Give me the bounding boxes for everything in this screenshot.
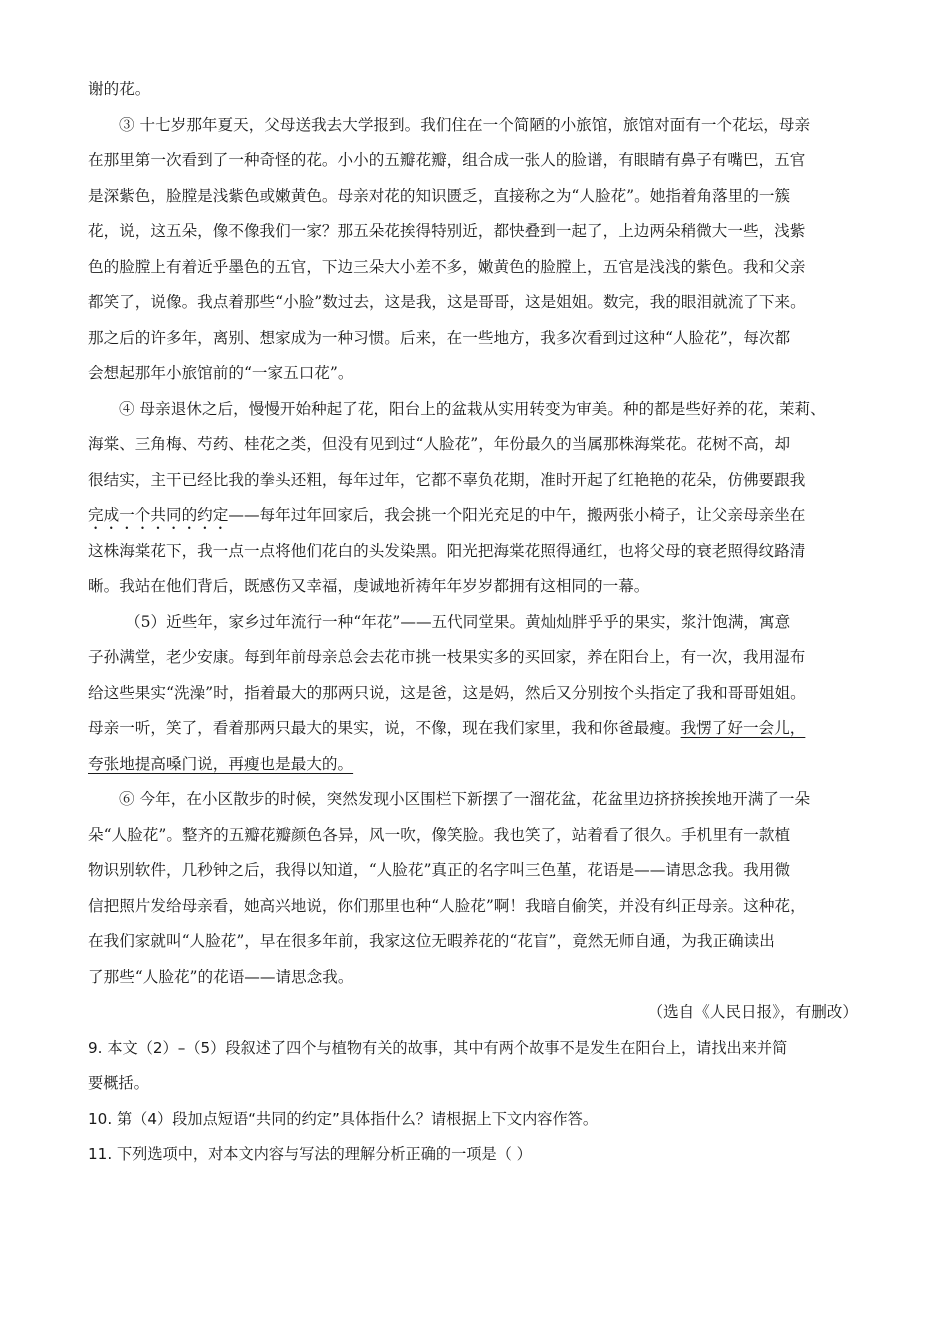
underlined-sentence-end: 夸张地提高嗓门说，再瘦也是最大的。 <box>88 754 354 773</box>
document-page <box>88 72 870 1173</box>
question-10: 10. 第（4）段加点短语“共同的约定”具体指什么？请根据上下文内容作答。 <box>88 1109 599 1128</box>
article-line-text: 母亲一听，笑了，看着那两只最大的果实，说，不像，现在我们家里，我和你爸最瘦。 <box>88 719 681 737</box>
question-9: 9. 本文（2）–（5）段叙述了四个与植物有关的故事，其中有两个故事不是发生在阳台上，请找出来并简 <box>88 1038 788 1057</box>
article-line: 会想起那年小旅馆前的“一家五口花”。 <box>88 364 354 382</box>
paragraph-3-start: ③ 十七岁那年夏天，父母送我去大学报到。我们住在一个简陋的小旅馆，旅馆对面有一个花坛，母亲 <box>119 115 811 134</box>
question-9-continued: 要概括。 <box>88 1074 149 1092</box>
article-line: 那之后的许多年，离别、想家成为一种习惯。后来，在一些地方，我多次看到过这种“人脸花”，每次都 <box>88 328 791 347</box>
article-line: 谢的花。 <box>88 80 151 98</box>
article-line-text: ——每年过年回家后，我会挑一个阳光充足的中午，搬两张小椅子，让父亲母亲坐在 <box>228 506 806 524</box>
article-line <box>88 711 870 747</box>
article-line <box>88 747 870 783</box>
article-line: 朵“人脸花”。整齐的五瓣花瓣颜色各异，风一吹，像笑脸。我也笑了，站着看了很久。手机里有一款植 <box>88 825 791 844</box>
paragraph-5-start: （5）近些年，家乡过年流行一种“年花”——五代同堂果。黄灿灿胖乎乎的果实，浆汁饱满，寓意 <box>125 612 791 631</box>
article-line: 花，说，这五朵，像不像我们一家？那五朵花挨得特别近，都快叠到一起了，上边两朵稍微大一些，浅紫 <box>88 222 806 240</box>
paragraph-6-start: ⑥ 今年，在小区散步的时候，突然发现小区围栏下新摆了一溜花盆，花盆里边挤挤挨挨地开满了一朵 <box>119 790 811 808</box>
article-line: 子孙满堂，老少安康。每到年前母亲总会去花市挑一枝果实多的买回家，养在阳台上，有一次，我用湿布 <box>88 648 806 666</box>
underlined-sentence: 我愣了好一会儿， <box>680 719 806 737</box>
article-line: 晰。我站在他们背后，既感伤又幸福，虔诚地祈祷年年岁岁都拥有这相同的一幕。 <box>88 577 650 595</box>
paragraph-4-start: ④ 母亲退休之后，慢慢开始种起了花，阳台上的盆栽从实用转变为审美。种的都是些好养的花，茉莉、 <box>119 399 826 418</box>
article-line <box>88 498 870 534</box>
article-line: 物识别软件，几秒钟之后，我得以知道，“人脸花”真正的名字叫三色堇，花语是——请思念我。我用微 <box>88 861 791 879</box>
article-line: 了那些“人脸花”的花语——请思念我。 <box>88 967 354 986</box>
article-line: 都笑了，说像。我点着那些“小脸”数过去，这是我，这是哥哥，这是姐姐。数完，我的眼泪就流了下来。 <box>88 293 806 311</box>
article-line: 在我们家就叫“人脸花”，早在很多年前，我家这位无暇养花的“花盲”，竟然无师自通，为我正确读出 <box>88 932 775 950</box>
article-line: 在那里第一次看到了一种奇怪的花。小小的五瓣花瓣，组合成一张人的脸谱，有眼睛有鼻子有嘴巴，五官 <box>88 151 806 169</box>
article-line: 海棠、三角梅、芍药、桂花之类，但没有见到过“人脸花”，年份最久的当属那株海棠花。花树不高，却 <box>88 435 791 453</box>
article-line: 这株海棠花下，我一点一点将他们花白的头发染黑。阳光把海棠花照得通红，也将父母的衰老照得纹路清 <box>88 541 806 560</box>
article-line: 信把照片发给母亲看，她高兴地说，你们那里也种“人脸花”啊！我暗自偷笑，并没有纠正母亲。这种花， <box>88 896 806 915</box>
article-line: 是深紫色，脸膛是浅紫色或嫩黄色。母亲对花的知识匮乏，直接称之为“人脸花”。她指着角落里的一簇 <box>88 186 791 205</box>
article-source: （选自《人民日报》，有删改） <box>647 1003 858 1021</box>
dotted-phrase-shared-promise: 完成一个共同的约定 <box>88 506 229 524</box>
article-line: 色的脸膛上有着近乎墨色的五官，下边三朵大小差不多，嫩黄色的脸膛上，五官是浅浅的紫色。我和父亲 <box>88 257 806 276</box>
question-11: 11. 下列选项中，对本文内容与写法的理解分析正确的一项是（ ） <box>88 1145 532 1163</box>
article-line: 很结实，主干已经比我的拳头还粗，每年过年，它都不辜负花期，准时开起了红艳艳的花朵，仿佛要跟我 <box>88 470 806 489</box>
article-line: 给这些果实“洗澡”时，指着最大的那两只说，这是爸，这是妈，然后又分别按个头指定了我和哥哥姐姐。 <box>88 683 806 702</box>
